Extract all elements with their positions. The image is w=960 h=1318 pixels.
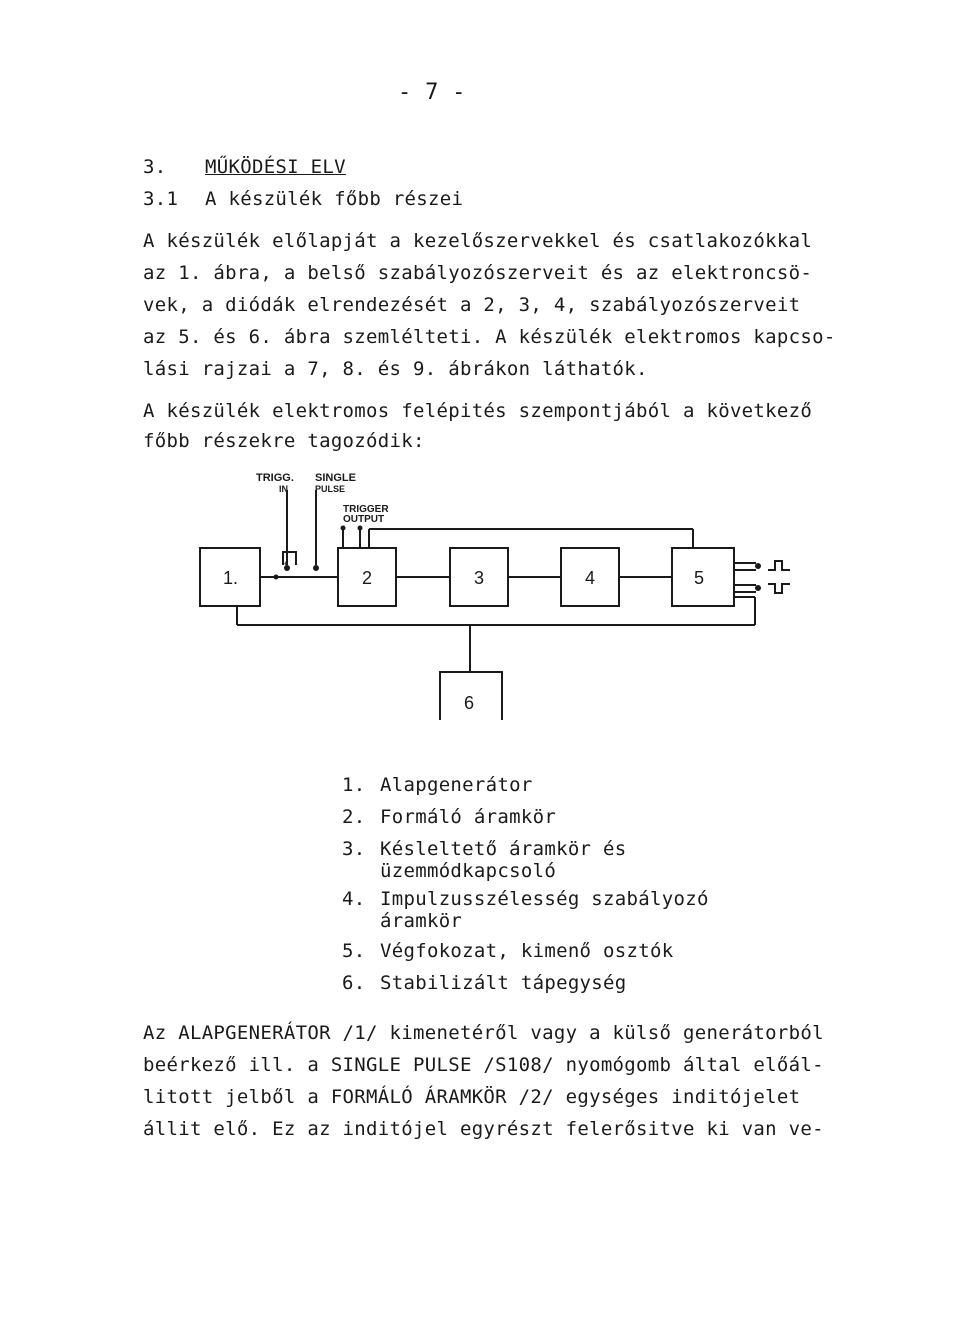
positive-pulse-icon (768, 561, 790, 570)
part-label: Végfokozat, kimenő osztók (380, 940, 674, 962)
part-label-continued: üzemmódkapcsoló (380, 860, 557, 882)
intro-line: lási rajzai a 7, 8. és 9. ábrákon láthatók. (143, 358, 648, 380)
parts-intro-line: A készülék elektromos felépités szempontjából a következő (143, 400, 813, 422)
page-number: - 7 - (398, 80, 466, 105)
svg-text:+: + (283, 559, 289, 569)
trigg-in-label-1: TRIGG. (256, 472, 294, 484)
trigger-output-label-2: OUTPUT (343, 514, 385, 525)
block-6-label: 6 (464, 693, 475, 713)
part-number: 3. (342, 838, 366, 860)
negative-pulse-icon (768, 584, 790, 593)
subsection-title: A készülék főbb részei (205, 188, 464, 210)
part-number: 6. (342, 972, 366, 994)
section-number: 3. (143, 156, 167, 178)
block-3-label: 3 (474, 568, 485, 588)
closing-line: litott jelből a FORMÁLÓ ÁRAMKÖR /2/ egységes inditójelet (143, 1086, 801, 1108)
block-1-label: 1. (223, 568, 239, 588)
part-label: Formáló áramkör (380, 806, 557, 828)
closing-line: állit elő. Ez az inditójel egyrészt felerősitve ki van ve- (143, 1118, 824, 1140)
block-5-label: 5 (694, 568, 705, 588)
part-label: Stabilizált tápegység (380, 972, 627, 994)
single-pulse-label-2: PULSE (315, 484, 346, 494)
closing-line: Az ALAPGENERÁTOR /1/ kimenetéről vagy a külső generátorból (143, 1022, 824, 1044)
section-title: MŰKÖDÉSI ELV (205, 156, 346, 178)
part-number: 2. (342, 806, 366, 828)
part-number: 5. (342, 940, 366, 962)
intro-line: A készülék előlapját a kezelőszervekkel és csatlakozókkal (143, 230, 813, 252)
block-4-label: 4 (585, 568, 596, 588)
parts-intro-line: főbb részekre tagozódik: (143, 430, 425, 452)
block-2-label: 2 (362, 568, 373, 588)
part-label: Alapgenerátor (380, 774, 533, 796)
single-pulse-label-1: SINGLE (315, 472, 356, 484)
trigg-in-label-2: IN (279, 484, 288, 494)
intro-line: az 1. ábra, a belső szabályozószerveit és az elektroncsö- (143, 262, 813, 284)
intro-line: az 5. és 6. ábra szemlélteti. A készülék elektromos kapcso- (143, 326, 836, 348)
part-number: 4. (342, 888, 366, 910)
part-label-continued: áramkör (380, 910, 463, 932)
subsection-number: 3.1 (143, 188, 179, 210)
intro-line: vek, a diódák elrendezését a 2, 3, 4, szabályozószerveit (143, 294, 801, 316)
part-number: 1. (342, 774, 366, 796)
closing-line: beérkező ill. a SINGLE PULSE /S108/ nyomógomb által előál- (143, 1054, 824, 1076)
part-label: Késleltető áramkör és (380, 838, 627, 860)
part-label: Impulzusszélesség szabályozó (380, 888, 709, 910)
trigger-output-label-1: TRIGGER (343, 504, 389, 515)
